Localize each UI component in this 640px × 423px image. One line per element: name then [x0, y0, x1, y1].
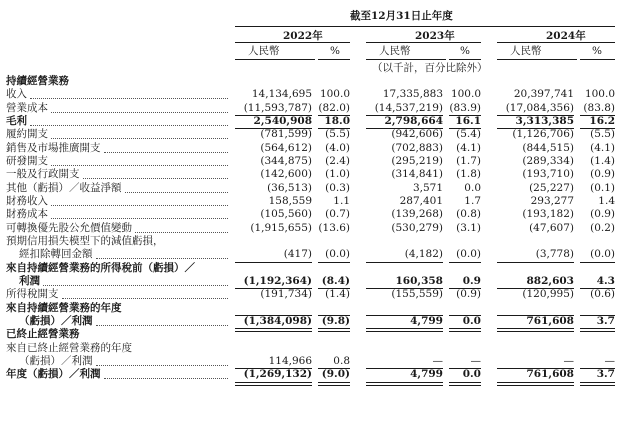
- value-2024-amount: (47,607): [529, 221, 574, 234]
- row-label: 一般及行政開支: [6, 168, 80, 181]
- dot-leader: [51, 218, 228, 219]
- value-2022-amount: (344,875): [260, 154, 312, 167]
- section-heading: 持續經營業務: [6, 75, 69, 87]
- dot-leader: [104, 378, 229, 379]
- currency-label-2024: 人民幣: [510, 45, 542, 57]
- year-header-2023: 2023年: [415, 30, 455, 42]
- value-2022-pct: (0.7): [325, 208, 350, 221]
- value-2024-amount: 761,608: [526, 314, 574, 327]
- value-2023-amount: (314,841): [391, 168, 443, 181]
- value-2023-amount: (155,559): [391, 288, 443, 301]
- row-label: 其他（虧損）／收益淨額: [6, 181, 122, 194]
- value-2022-amount: 14,134,695: [251, 88, 312, 101]
- value-2022-amount: (1,192,364): [243, 274, 312, 287]
- dot-leader: [30, 98, 228, 99]
- dot-leader: [30, 125, 228, 126]
- row-label: 財務成本: [6, 208, 48, 221]
- value-2022-pct: (4.0): [325, 141, 350, 154]
- value-2024-amount: 761,608: [526, 368, 574, 381]
- year-header-2022: 2022年: [283, 30, 323, 42]
- row-label: 履約開支: [6, 128, 48, 141]
- value-2024-amount: (289,334): [522, 154, 574, 167]
- value-2022-amount: (1,915,655): [250, 221, 312, 234]
- value-2023-pct: 1.7: [464, 194, 481, 207]
- dot-leader: [96, 325, 229, 326]
- value-2022-pct: (8.4): [321, 274, 350, 287]
- value-2024-amount: (120,995): [522, 288, 574, 301]
- value-2023-pct: 0.0: [462, 368, 481, 381]
- value-2024-pct: (5.5): [590, 128, 615, 141]
- value-2023-pct: (5.4): [456, 128, 481, 141]
- currency-label-2023: 人民幣: [379, 45, 411, 57]
- value-2024-amount: (1,126,706): [512, 128, 574, 141]
- value-2024-amount: (193,182): [522, 208, 574, 221]
- value-2023-amount: —: [432, 354, 443, 367]
- value-2022-pct: (5.5): [325, 128, 350, 141]
- value-2023-pct: (0.0): [456, 248, 481, 261]
- dot-leader: [43, 285, 228, 286]
- value-2022-amount: (781,599): [260, 128, 312, 141]
- value-2024-amount: 3,313,385: [515, 114, 574, 127]
- row-label: 銷售及市場推廣開支: [6, 141, 101, 154]
- value-2022-pct: 100.0: [319, 88, 350, 101]
- value-2024-amount: (17,084,356): [505, 101, 574, 114]
- value-2022-pct: (1.0): [325, 168, 350, 181]
- value-2024-amount: 293,277: [530, 194, 574, 207]
- value-2023-pct: 0.9: [462, 274, 481, 287]
- value-2023-amount: (530,279): [391, 221, 443, 234]
- value-2024-pct: 16.2: [589, 114, 615, 127]
- value-2024-pct: 1.4: [598, 194, 615, 207]
- row-label: （虧損）／利潤: [19, 354, 93, 367]
- row-label: 來自持續經營業務的年度: [6, 301, 122, 314]
- value-2023-pct: (1.8): [456, 168, 481, 181]
- value-2024-pct: (0.0): [590, 248, 615, 261]
- value-2023-amount: (14,537,219): [374, 101, 443, 114]
- value-2024-pct: (0.6): [590, 288, 615, 301]
- row-label: 所得稅開支: [6, 288, 59, 301]
- value-2022-amount: 114,966: [268, 354, 312, 367]
- value-2023-amount: 4,799: [410, 314, 443, 327]
- value-2022-pct: 18.0: [324, 114, 350, 127]
- row-label: （虧損）／利潤: [19, 314, 93, 327]
- section-heading: 已終止經營業務: [6, 328, 80, 341]
- value-2023-amount: (295,219): [391, 154, 443, 167]
- value-2024-amount: (844,515): [522, 141, 574, 154]
- dot-leader: [96, 365, 229, 366]
- value-2022-pct: (2.4): [325, 154, 350, 167]
- row-label: 預期信用損失模型下的減值虧損，: [6, 234, 164, 247]
- value-2023-pct: (1.7): [456, 154, 481, 167]
- value-2024-pct: (0.9): [590, 168, 615, 181]
- value-2022-amount: (191,734): [260, 288, 312, 301]
- value-2024-amount: 882,603: [526, 274, 574, 287]
- row-label: 收入: [6, 88, 27, 101]
- value-2024-pct: 3.7: [596, 368, 615, 381]
- row-label: 可轉換優先股公允價值變動: [6, 221, 132, 234]
- value-2023-pct: (0.9): [456, 288, 481, 301]
- value-2024-amount: (193,710): [522, 168, 574, 181]
- period-header: 截至12月31日止年度: [350, 10, 453, 22]
- value-2022-pct: (9.8): [321, 314, 350, 327]
- value-2024-amount: (25,227): [529, 181, 574, 194]
- row-label: 財務收入: [6, 194, 48, 207]
- value-2024-pct: (4.1): [590, 141, 615, 154]
- value-2024-pct: 4.3: [596, 274, 615, 287]
- row-label: 利潤: [19, 274, 40, 287]
- dot-leader: [62, 298, 229, 299]
- value-2023-pct: 0.0: [462, 314, 481, 327]
- dot-leader: [83, 178, 229, 179]
- dot-leader: [104, 152, 229, 153]
- value-2024-pct: (0.2): [590, 221, 615, 234]
- value-2022-amount: 158,559: [268, 194, 312, 207]
- value-2022-amount: (564,612): [260, 141, 312, 154]
- value-2023-amount: (4,182): [404, 248, 443, 261]
- value-2022-pct: (82.0): [318, 101, 350, 114]
- row-label: 研發開支: [6, 154, 48, 167]
- value-2023-pct: 0.0: [464, 181, 481, 194]
- dot-leader: [125, 192, 229, 193]
- value-2022-pct: 0.8: [333, 354, 350, 367]
- value-2024-pct: 3.7: [596, 314, 615, 327]
- value-2023-amount: 2,798,664: [384, 114, 443, 127]
- value-2024-pct: (0.1): [590, 181, 615, 194]
- value-2022-pct: (9.0): [321, 368, 350, 381]
- value-2022-amount: (417): [283, 248, 312, 261]
- dot-leader: [51, 165, 228, 166]
- row-label: 年度（虧損）／利潤: [6, 368, 101, 381]
- row-label: 經扣除轉回金額: [19, 248, 93, 261]
- pct-label-2022: %: [330, 45, 340, 57]
- value-2022-pct: 1.1: [333, 194, 350, 207]
- value-2022-amount: (1,384,098): [243, 314, 312, 327]
- value-2023-pct: (0.8): [456, 208, 481, 221]
- value-2022-pct: (0.3): [325, 181, 350, 194]
- value-2023-amount: 17,335,883: [382, 88, 443, 101]
- value-2022-amount: (1,269,132): [243, 368, 312, 381]
- row-label: 來自持續經營業務的所得稅前（虧損）／: [6, 261, 195, 274]
- value-2023-amount: 4,799: [410, 368, 443, 381]
- pct-label-2024: %: [592, 45, 602, 57]
- value-2024-amount: (3,778): [535, 248, 574, 261]
- value-2024-amount: 20,397,741: [513, 88, 574, 101]
- value-2023-amount: 3,571: [412, 181, 443, 194]
- value-2024-pct: (0.9): [590, 208, 615, 221]
- value-2023-amount: (942,606): [391, 128, 443, 141]
- value-2022-amount: (11,593,787): [243, 101, 312, 114]
- value-2023-amount: (702,883): [391, 141, 443, 154]
- year-header-2024: 2024年: [546, 30, 586, 42]
- row-label: 來自已終止經營業務的年度: [6, 341, 132, 354]
- value-2023-pct: —: [470, 354, 481, 367]
- value-2023-pct: 100.0: [450, 88, 481, 101]
- dot-leader: [96, 258, 229, 259]
- value-2023-amount: (139,268): [391, 208, 443, 221]
- value-2022-amount: (105,560): [260, 208, 312, 221]
- dot-leader: [51, 112, 228, 113]
- units-note: （以千計，百分比除外）: [372, 62, 488, 74]
- value-2023-amount: 287,401: [399, 194, 443, 207]
- row-label: 毛利: [6, 114, 27, 127]
- value-2023-pct: (3.1): [456, 221, 481, 234]
- value-2022-pct: (13.6): [318, 221, 350, 234]
- currency-label-2022: 人民幣: [248, 45, 280, 57]
- value-2023-amount: 160,358: [395, 274, 443, 287]
- dot-leader: [51, 138, 228, 139]
- dot-leader: [51, 205, 228, 206]
- value-2023-pct: (83.9): [449, 101, 481, 114]
- value-2022-amount: (142,600): [260, 168, 312, 181]
- period-header-rule: [235, 26, 615, 27]
- value-2022-pct: (1.4): [325, 288, 350, 301]
- row-label: 營業成本: [6, 101, 48, 114]
- value-2022-amount: (36,513): [267, 181, 312, 194]
- pct-label-2023: %: [460, 45, 470, 57]
- value-2023-pct: (4.1): [456, 141, 481, 154]
- value-2022-pct: (0.0): [325, 248, 350, 261]
- value-2022-amount: 2,540,908: [253, 114, 312, 127]
- value-2024-pct: (83.8): [583, 101, 615, 114]
- value-2024-amount: —: [563, 354, 574, 367]
- value-2024-pct: (1.4): [590, 154, 615, 167]
- dot-leader: [135, 232, 228, 233]
- value-2024-pct: —: [604, 354, 615, 367]
- value-2024-pct: 100.0: [584, 88, 615, 101]
- value-2023-pct: 16.1: [455, 114, 481, 127]
